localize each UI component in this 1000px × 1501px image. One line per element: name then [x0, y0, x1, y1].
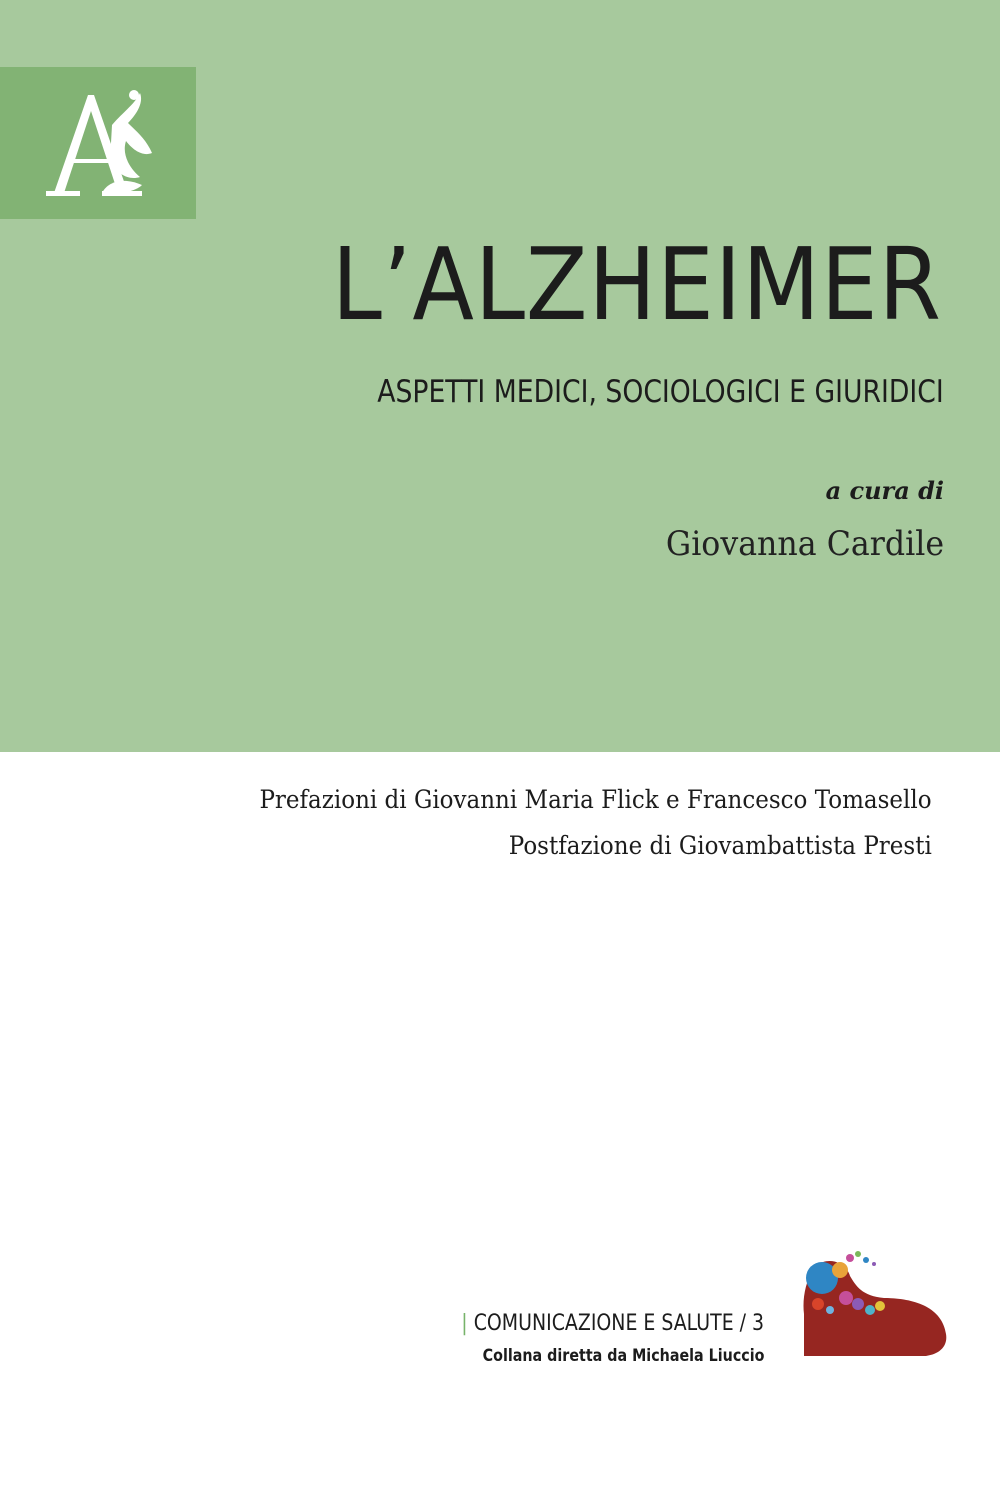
series-bar: | [461, 1311, 468, 1336]
book-title: L’ALZHEIMER [331, 226, 942, 343]
editor-name: Giovanna Cardile [665, 524, 944, 564]
book-subtitle: ASPETTI MEDICI, SOCIOLOGICI E GIURIDICI [377, 374, 944, 410]
series-head-mark-icon [800, 1248, 950, 1362]
publisher-logo [0, 67, 196, 219]
editor-label: a cura di [825, 476, 944, 505]
afterword-credit: Postfazione di Giovambattista Presti [508, 831, 932, 860]
prefaces-credit: Prefazioni di Giovanni Maria Flick e Francesco Tomasello [259, 785, 932, 814]
series-name: COMUNICAZIONE E SALUTE / 3 [473, 1311, 764, 1336]
series-editor: Collana diretta da Michaela Liuccio [482, 1346, 764, 1366]
publisher-logo-letter-a-icon [42, 81, 160, 207]
series-title [461, 1310, 764, 1338]
